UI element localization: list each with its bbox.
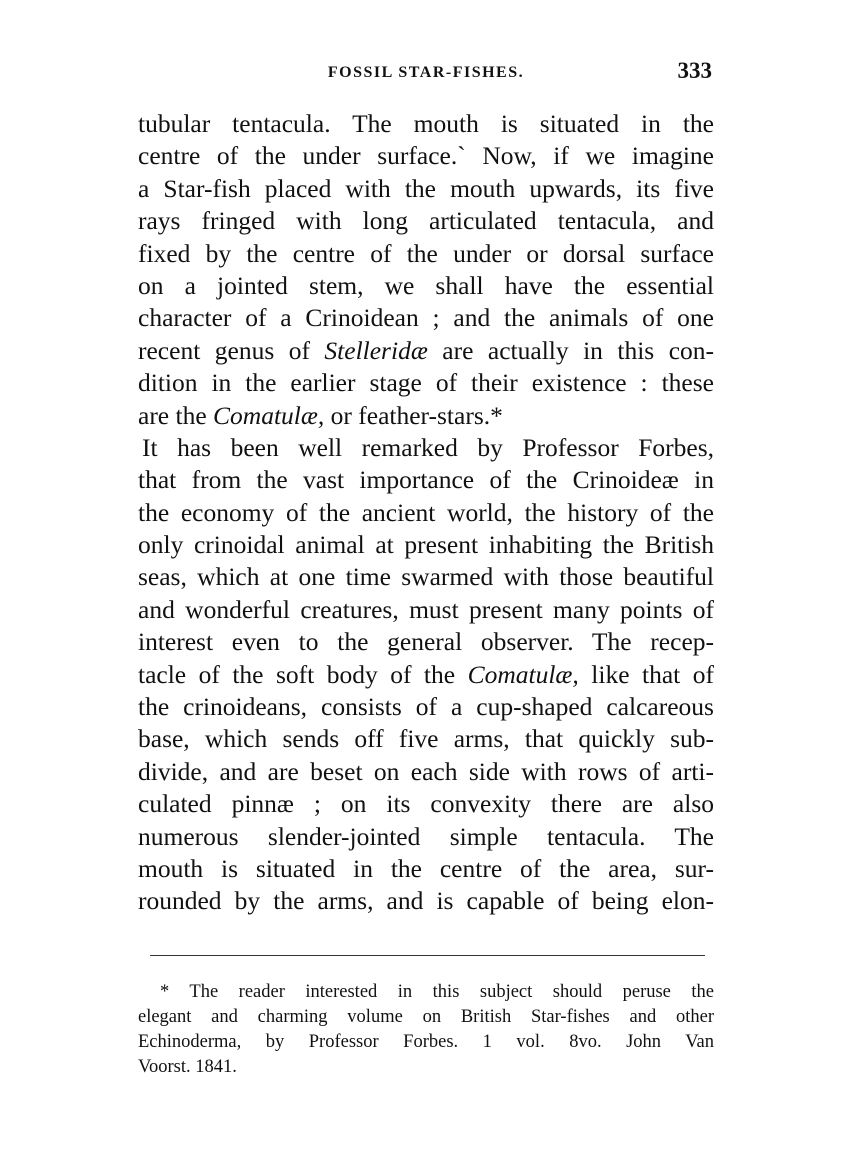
text-line: recent genus of Stelleridæ are actually in this con-: [138, 335, 715, 365]
text-line: the crinoideans, consists of a cup-shaped calcareous: [138, 692, 714, 722]
text-line: and wonderful creatures, must present many points of: [138, 594, 714, 624]
text-line: It has been well remarked by Professor Forbes,: [142, 432, 714, 462]
running-head: FOSSIL STAR-FISHES.: [327, 64, 525, 81]
text-line: rounded by the arms, and is capable of being elon-: [138, 886, 714, 916]
text-line: dition in the earlier stage of their existence : these: [138, 368, 714, 398]
text-line: base, which sends off five arms, that quickly sub-: [138, 724, 714, 754]
text-line: centre of the under surface.` Now, if we imagine: [138, 141, 714, 171]
body-text: [138, 108, 714, 918]
footnote-line: Voorst. 1841.: [138, 1057, 237, 1077]
text-line: culated pinnæ ; on its convexity there are also: [138, 789, 714, 819]
footnote-line: Echinoderma, by Professor Forbes. 1 vol. 8vo. John Van: [138, 1032, 714, 1052]
text-line: on a jointed stem, we shall have the essential: [138, 270, 714, 300]
text-line: character of a Crinoidean ; and the animals of one: [138, 303, 714, 333]
text-line: that from the vast importance of the Crinoideæ in: [138, 465, 714, 495]
text-line: the economy of the ancient world, the history of the: [138, 497, 714, 527]
text-line: fixed by the centre of the under or dorsal surface: [138, 238, 714, 268]
text-line: tacle of the soft body of the Comatulæ, like that of: [138, 659, 714, 689]
text-line: only crinoidal animal at present inhabiting the British: [138, 530, 714, 560]
text-line: rays fringed with long articulated tentacula, and: [138, 206, 714, 236]
text-line: are the Comatulæ, or feather-stars.*: [138, 400, 503, 430]
footnote-line: * The reader interested in this subject should peruse the: [160, 982, 714, 1002]
footnote: [138, 980, 714, 1080]
text-line: mouth is situated in the centre of the area, sur-: [138, 853, 714, 883]
footnote-line: elegant and charming volume on British Star-fishes and other: [138, 1007, 714, 1027]
text-line: seas, which at one time swarmed with those beautiful: [138, 562, 714, 592]
text-line: a Star-fish placed with the mouth upwards, its five: [138, 173, 714, 203]
page-number: 333: [677, 58, 712, 83]
text-line: divide, and are beset on each side with rows of arti-: [138, 756, 714, 786]
text-line: interest even to the general observer. The recep-: [138, 627, 714, 657]
footnote-rule: [150, 955, 705, 956]
text-line: numerous slender-jointed simple tentacula. The: [138, 821, 714, 851]
page-header: [138, 58, 714, 88]
text-line: tubular tentacula. The mouth is situated in the: [138, 109, 714, 138]
